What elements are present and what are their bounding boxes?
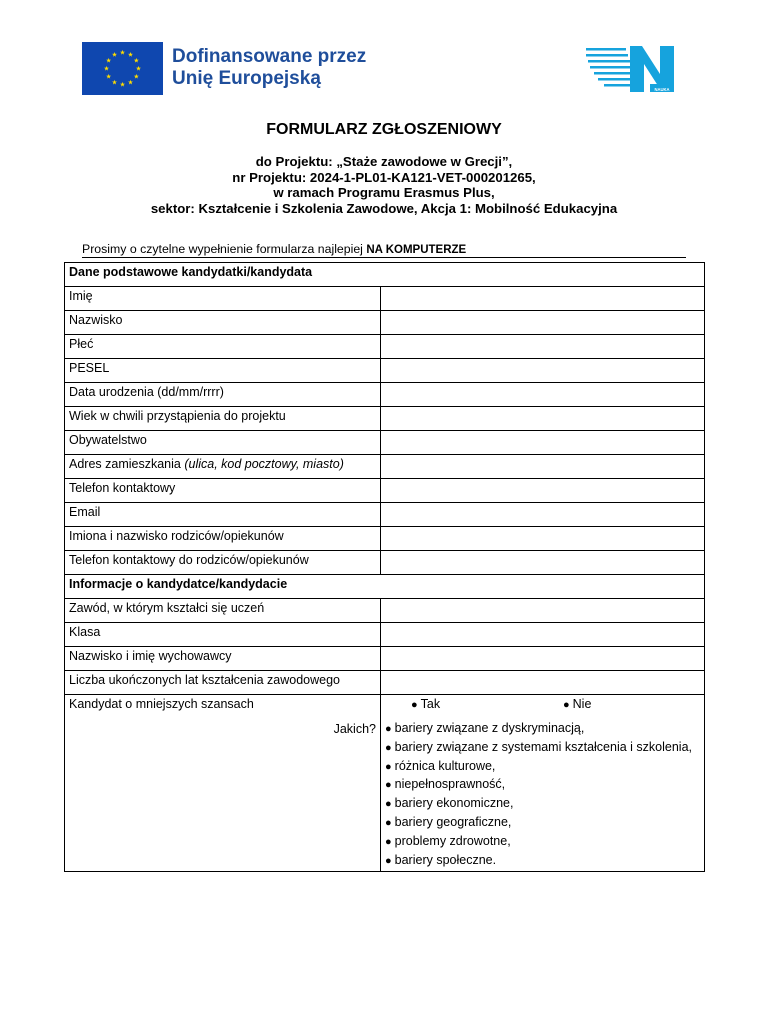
- table-row: [65, 671, 705, 695]
- eu-star-icon: [106, 74, 111, 79]
- eu-star-icon: [112, 80, 117, 85]
- instruction-text: Prosimy o czytelne wypełnienie formularza najlepiej: [82, 242, 367, 256]
- barrier-label: bariery geograficzne,: [394, 814, 512, 829]
- label-wychowawca: Nazwisko i imię wychowawcy: [65, 647, 381, 671]
- table-row: [65, 311, 705, 335]
- input-obywatelstwo[interactable]: [381, 431, 705, 455]
- list-item[interactable]: [385, 853, 700, 872]
- input-imie[interactable]: [381, 287, 705, 311]
- label-lata: Liczba ukończonych lat kształcenia zawodowego: [65, 671, 381, 695]
- table-row: [65, 551, 705, 575]
- table-row: [65, 455, 705, 479]
- nauka-label: NAUKA: [654, 87, 670, 92]
- adres-hint: (ulica, kod pocztowy, miasto): [184, 457, 344, 471]
- option-nie-label: Nie: [572, 697, 592, 711]
- bullet-icon: ●: [385, 779, 392, 792]
- input-telefon[interactable]: [381, 479, 705, 503]
- input-rodzice[interactable]: [381, 527, 705, 551]
- option-tak[interactable]: [411, 697, 440, 711]
- table-row: [65, 287, 705, 311]
- section-candidate-info: Informacje o kandydatce/kandydacie: [65, 575, 705, 599]
- program-name: w ramach Programu Erasmus Plus,: [273, 185, 495, 200]
- label-imie: Imię: [65, 287, 381, 311]
- table-row: [65, 527, 705, 551]
- eu-star-icon: [106, 58, 111, 63]
- list-item[interactable]: [385, 796, 700, 815]
- eu-funding-line1: Dofinansowane przez: [172, 46, 367, 67]
- input-telefon-rodzice[interactable]: [381, 551, 705, 575]
- bullet-icon: ●: [411, 699, 418, 711]
- bullet-icon: ●: [385, 741, 392, 754]
- table-row: [65, 599, 705, 623]
- label-szanse-cell: [65, 695, 381, 872]
- table-row: [65, 503, 705, 527]
- option-nie[interactable]: [563, 697, 591, 711]
- table-row: [65, 407, 705, 431]
- eu-star-icon: [136, 66, 141, 71]
- eu-star-icon: [120, 50, 125, 55]
- barrier-label: bariery związane z systemami kształcenia i szkolenia,: [394, 739, 692, 754]
- input-plec[interactable]: [381, 335, 705, 359]
- barrier-label: różnica kulturowe,: [394, 758, 496, 773]
- table-row: [65, 335, 705, 359]
- barrier-label: problemy zdrowotne,: [394, 833, 511, 848]
- eu-star-icon: [134, 74, 139, 79]
- table-row: [65, 695, 705, 872]
- form-title: FORMULARZ ZGŁOSZENIOWY: [266, 121, 502, 138]
- input-nazwisko[interactable]: [381, 311, 705, 335]
- eu-stars-icon: [82, 42, 163, 95]
- label-nazwisko: Nazwisko: [65, 311, 381, 335]
- option-tak-label: Tak: [420, 697, 441, 711]
- eu-star-icon: [128, 52, 133, 57]
- barrier-label: niepełnosprawność,: [394, 777, 506, 792]
- label-telefon: Telefon kontaktowy: [65, 479, 381, 503]
- list-item[interactable]: [385, 721, 700, 740]
- table-row: [65, 647, 705, 671]
- eu-flag-logo: [82, 42, 163, 95]
- table-row: [65, 383, 705, 407]
- bullet-icon: ●: [385, 760, 392, 773]
- section-header-row: [65, 575, 705, 599]
- section-basic-data: Dane podstawowe kandydatki/kandydata: [65, 263, 705, 287]
- input-klasa[interactable]: [381, 623, 705, 647]
- input-adres[interactable]: [381, 455, 705, 479]
- eu-star-icon: [128, 80, 133, 85]
- label-obywatelstwo: Obywatelstwo: [65, 431, 381, 455]
- nauka-logo: [586, 44, 678, 94]
- bullet-icon: ●: [385, 798, 392, 811]
- label-plec: Płeć: [65, 335, 381, 359]
- label-email: Email: [65, 503, 381, 527]
- application-form-table: [64, 262, 705, 872]
- label-klasa: Klasa: [65, 623, 381, 647]
- label-data-urodzenia: Data urodzenia (dd/mm/rrrr): [65, 383, 381, 407]
- barrier-label: bariery społeczne.: [394, 852, 497, 867]
- bullet-icon: ●: [563, 699, 570, 711]
- bullet-icon: ●: [385, 854, 392, 867]
- input-wiek[interactable]: [381, 407, 705, 431]
- bullet-icon: ●: [385, 723, 392, 735]
- input-lata[interactable]: [381, 671, 705, 695]
- list-item[interactable]: [385, 740, 700, 759]
- table-row: [65, 623, 705, 647]
- section-header-row: [65, 263, 705, 287]
- table-row: [65, 359, 705, 383]
- list-item[interactable]: [385, 834, 700, 853]
- input-zawod[interactable]: [381, 599, 705, 623]
- eu-funding-text: [172, 46, 366, 90]
- barrier-label: bariery związane z dyskryminacją,: [394, 721, 585, 735]
- eu-star-icon: [112, 52, 117, 57]
- label-telefon-rodzice: Telefon kontaktowy do rodziców/opiekunów: [65, 551, 381, 575]
- fill-instruction: [82, 242, 686, 258]
- table-row: [65, 431, 705, 455]
- label-pesel: PESEL: [65, 359, 381, 383]
- project-info: [0, 154, 768, 216]
- project-name: do Projektu: „Staże zawodowe w Grecji”,: [255, 154, 513, 169]
- label-zawod: Zawód, w którym kształci się uczeń: [65, 599, 381, 623]
- input-email[interactable]: [381, 503, 705, 527]
- input-wychowawca[interactable]: [381, 647, 705, 671]
- table-row: [65, 479, 705, 503]
- instruction-emphasis: NA KOMPUTERZE: [366, 244, 467, 256]
- input-pesel[interactable]: [381, 359, 705, 383]
- eu-star-icon: [134, 58, 139, 63]
- label-szanse: Kandydat o mniejszych szansach: [69, 697, 254, 711]
- eu-star-icon: [120, 82, 125, 87]
- list-item[interactable]: [385, 759, 700, 778]
- label-rodzice: Imiona i nazwisko rodziców/opiekunów: [65, 527, 381, 551]
- label-wiek: Wiek w chwili przystąpienia do projektu: [65, 407, 381, 431]
- barrier-label: bariery ekonomiczne,: [394, 796, 514, 811]
- label-adres: [65, 455, 381, 479]
- label-jakich: Jakich?: [333, 722, 376, 736]
- eu-star-icon: [104, 66, 109, 71]
- szanse-options-cell: [381, 695, 705, 872]
- input-data-urodzenia[interactable]: [381, 383, 705, 407]
- barriers-list: [385, 721, 700, 871]
- bullet-icon: ●: [385, 835, 392, 848]
- project-number: nr Projektu: 2024-1-PL01-KA121-VET-000201265,: [232, 169, 536, 185]
- adres-label-text: Adres zamieszkania: [69, 457, 185, 471]
- sector-info: sektor: Kształcenie i Szkolenia Zawodowe, Akcja 1: Mobilność Edukacyjna: [150, 200, 618, 216]
- list-item[interactable]: [385, 777, 700, 796]
- list-item[interactable]: [385, 815, 700, 834]
- bullet-icon: ●: [385, 816, 392, 829]
- eu-funding-line2: Unię Europejską: [172, 68, 321, 89]
